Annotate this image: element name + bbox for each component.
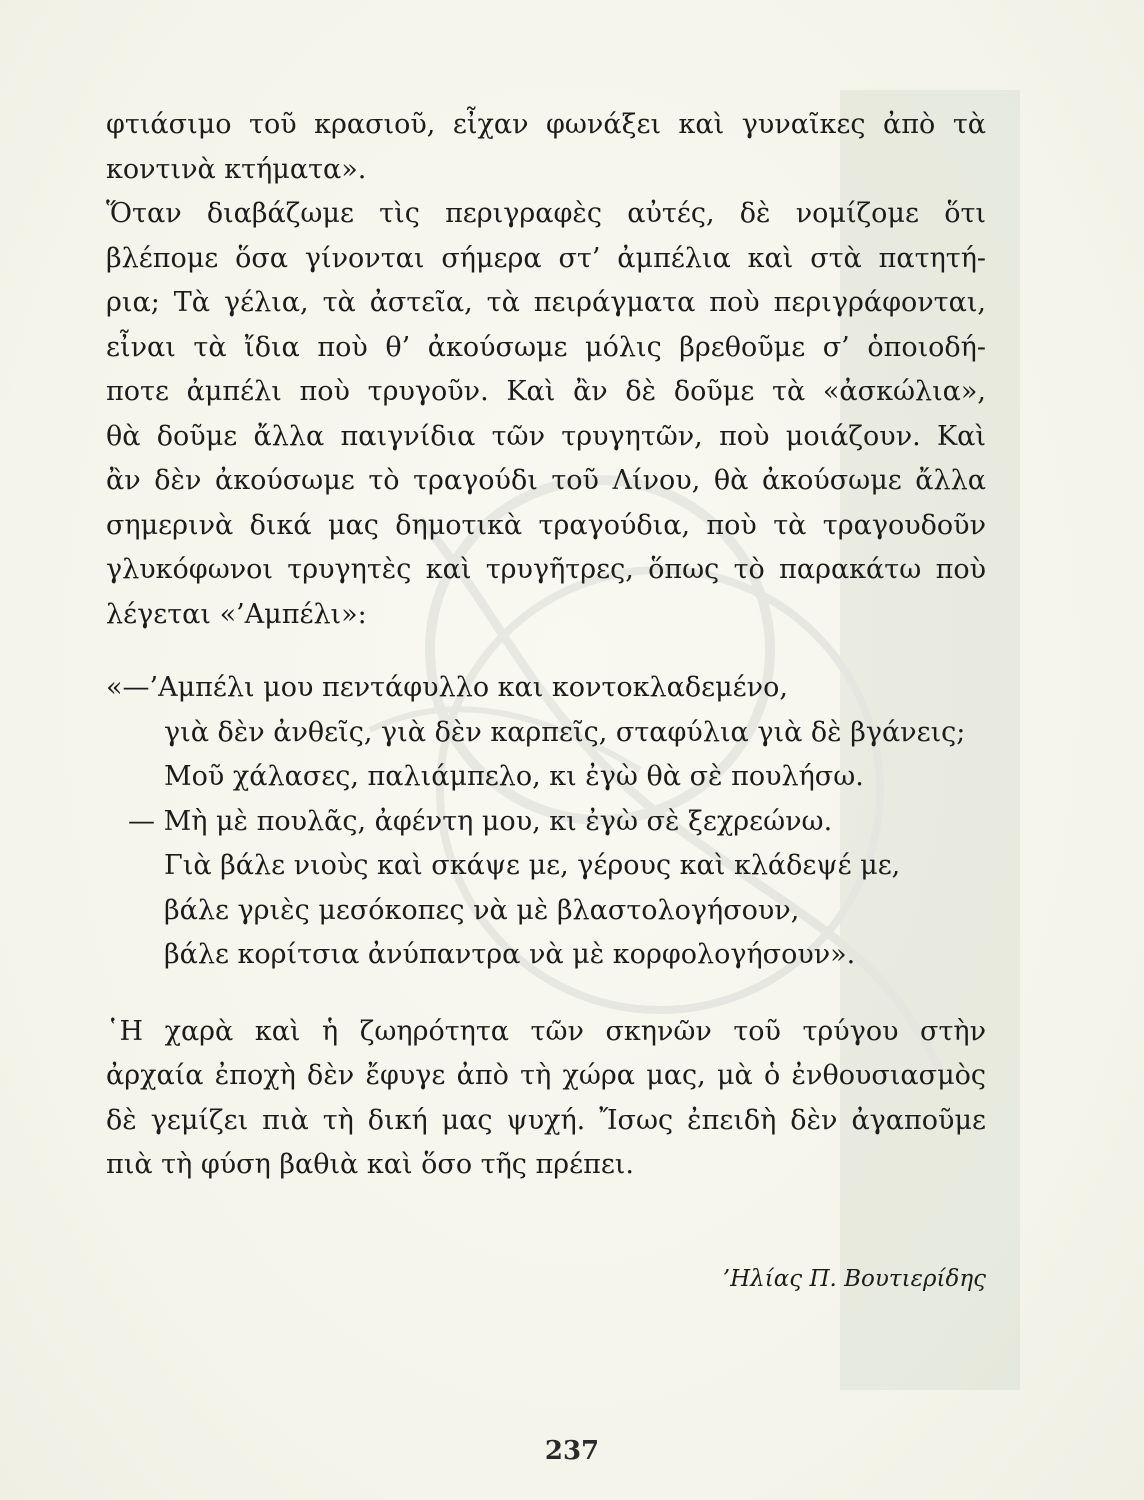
text-line: λέγεται «’Αμπέλι»:: [106, 598, 367, 630]
text-body: [106, 103, 986, 1296]
text-line: θὰ δοῦμε ἄλλα παιγνίδια τῶν τρυγητῶν, ποὺ μοιάζουν. Καὶ: [106, 420, 986, 452]
paragraph-conclusion: [106, 1010, 986, 1188]
verse-line: Γιὰ βάλε νιοὺς καὶ σκάψε με, γέρους καὶ κλάδεψέ με,: [164, 850, 901, 881]
paragraph-continuation: [106, 103, 986, 192]
text-line: δὲ γεμίζει πιὰ τὴ δική μας ψυχή. Ἴσως ἐπειδὴ δὲν ἀγαποῦμε: [106, 1104, 986, 1136]
verse-line: — Μὴ μὲ πουλᾶς, ἀφέντη μου, κι ἐγὼ σὲ ξεχρεώνω.: [128, 805, 833, 837]
text-line: εἶναι τὰ ἴδια ποὺ θ’ ἀκούσωμε μόλις βρεθοῦμε σ’ ὁποιοδή-: [106, 331, 986, 363]
text-line: ῾Η χαρὰ καὶ ἡ ζωηρότητα τῶν σκηνῶν τοῦ τρύγου στὴν: [106, 1015, 986, 1047]
text-line: ἀρχαία ἐποχὴ δὲν ἔφυγε ἀπὸ τὴ χώρα μας, μὰ ὁ ἐνθουσιασμὸς: [106, 1060, 986, 1091]
text-line: ἂν δὲν ἀκούσωμε τὸ τραγούδι τοῦ Λίνου, θὰ ἀκούσωμε ἄλλα: [106, 465, 986, 496]
verse-line: βάλε γριὲς μεσόκοπες νὰ μὲ βλαστολογήσουν,: [164, 894, 800, 926]
text-line: πιὰ τὴ φύση βαθιὰ καὶ ὅσο τῆς πρέπει.: [106, 1149, 634, 1180]
author-signature: ’Ηλίας Π. Βουτιερίδης: [722, 1265, 986, 1292]
text-line: κοντινὰ κτήματα».: [106, 153, 367, 185]
text-line: γλυκόφωνοι τρυγητὲς καὶ τρυγῆτρες, ὅπως τὸ παρακάτω ποὺ: [106, 554, 986, 585]
verse-line: γιὰ δὲν ἀνθεῖς, γιὰ δὲν καρπεῖς, σταφύλια γιὰ δὲ βγάνεις;: [164, 716, 966, 748]
verse-line: Μοῦ χάλασες, παλιάμπελο, κι ἐγὼ θὰ σὲ πουλήσω.: [164, 761, 864, 792]
paragraph-descriptions: [106, 192, 986, 637]
verse-line: βάλε κορίτσια ἀνύπαντρα νὰ μὲ κορφολογήσουν».: [164, 939, 856, 970]
text-line: βλέπομε ὅσα γίνονται σήμερα στ’ ἀμπέλια καὶ στὰ πατητή-: [106, 242, 986, 274]
verse-line: «—’Αμπέλι μου πεντάφυλλο και κοντοκλαδεμένο,: [106, 672, 788, 703]
text-line: ποτε ἀμπέλι ποὺ τρυγοῦν. Καὶ ἂν δὲ δοῦμε τὰ «ἀσκώλια»,: [106, 376, 986, 407]
folk-song-verse: [106, 666, 986, 978]
text-line: ρια; Τὰ γέλια, τὰ ἀστεῖα, τὰ πειράγματα ποὺ περιγράφονται,: [106, 287, 986, 318]
text-line: σημερινὰ δικά μας δημοτικὰ τραγούδια, ποὺ τὰ τραγουδοῦν: [106, 509, 986, 541]
text-line: φτιάσιμο τοῦ κρασιοῦ, εἶχαν φωνάξει καὶ γυναῖκες ἀπὸ τὰ: [106, 109, 986, 140]
text-line: Ὅταν διαβάζωμε τὶς περιγραφὲς αὐτές, δὲ νομίζομε ὅτι: [106, 198, 986, 229]
page-number: 237: [544, 1436, 600, 1466]
